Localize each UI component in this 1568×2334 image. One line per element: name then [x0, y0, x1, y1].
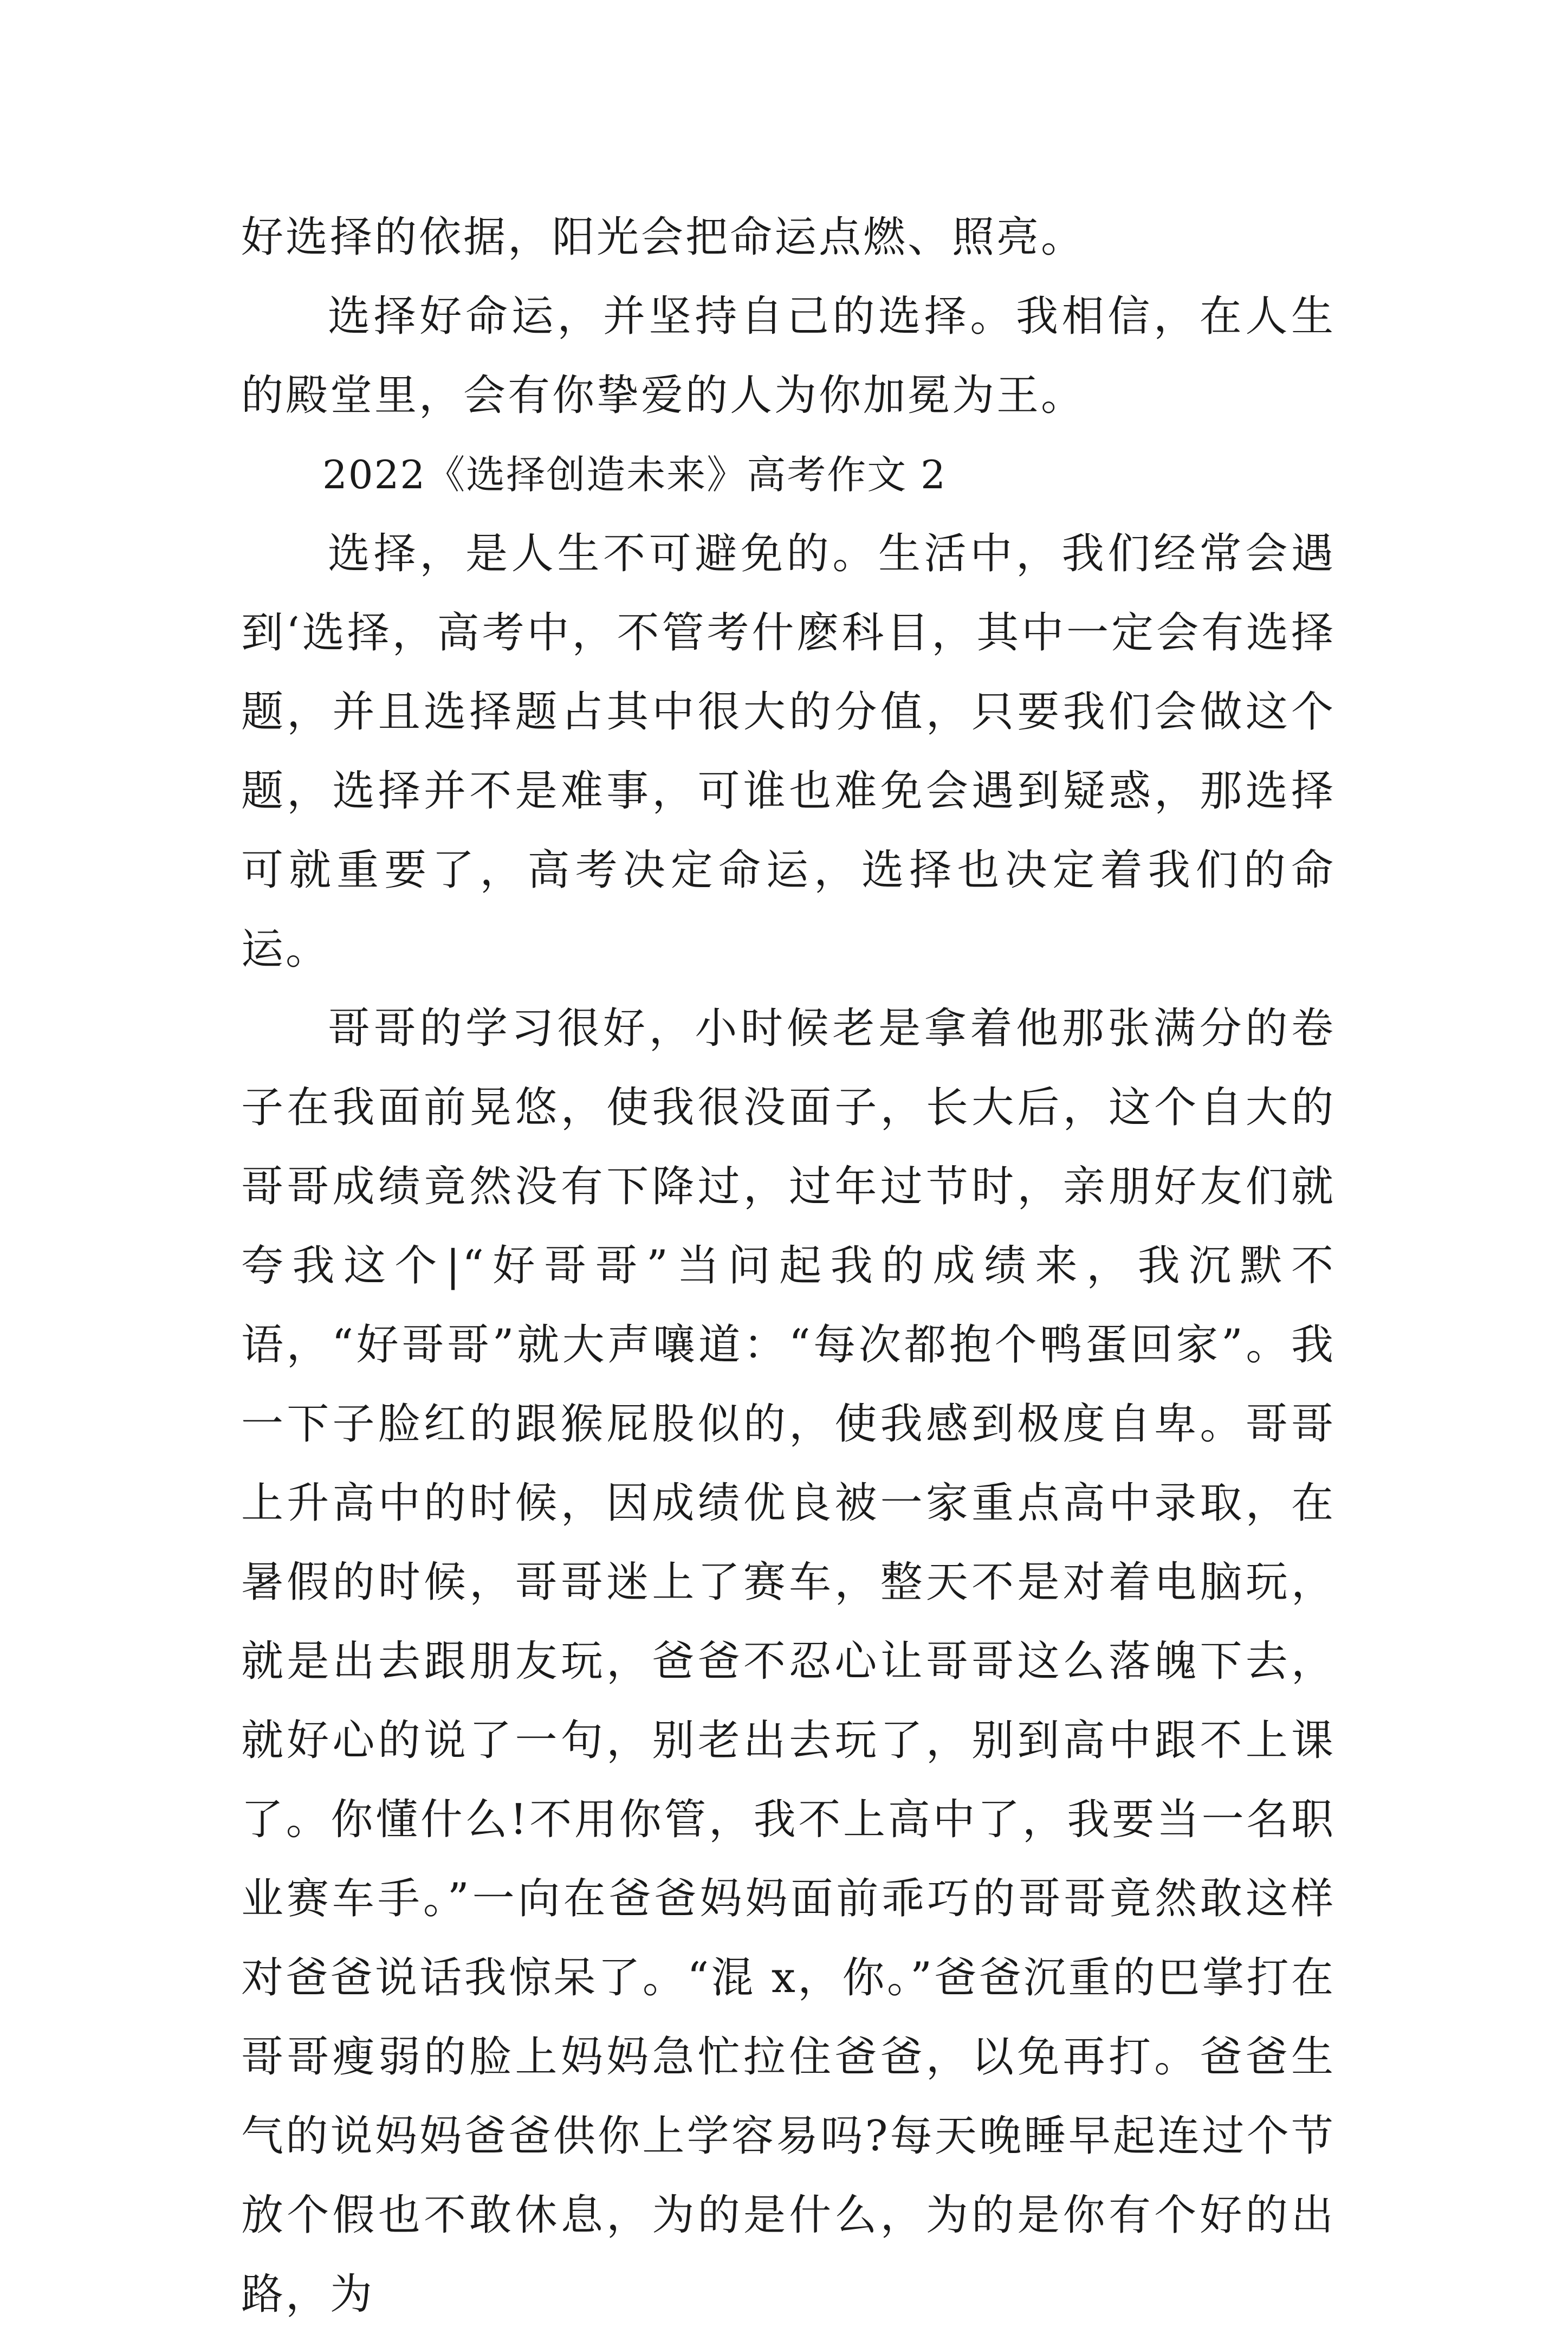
- essay-heading: 2022《选择创造未来》高考作文 2: [322, 452, 947, 497]
- paragraph-4: 哥哥的学习很好，小时候老是拿着他那张满分的卷子在我面前晃悠，使我很没面子，长大后，这个自大的哥哥成绩竟然没有下降过，过年过节时，亲朋好友们就夸我这个|“好哥哥”当问起我的成绩来，我沉默不语，“好哥哥”就大声嚷道：“每次都抱个鸭蛋回家”。我一下子脸红的跟猴屁股似的，使我感到极度自卑。哥哥上升高中的时候，因成绩优良被一家重点高中录取，在暑假的时候，哥哥迷上了赛车，整天不是对着电脑玩，就是出去跟朋友玩，爸爸不忍心让哥哥这么落魄下去，就好心的说了一句，别老出去玩了，别到高中跟不上课了。你懂什么!不用你管，我不上高中了，我要当一名职业赛车手。”一向在爸爸妈妈面前乖巧的哥哥竟然敢这样对爸爸说话我惊呆了。“混 x，你。”爸爸沉重的巴掌打在哥哥瘦弱的脸上妈妈急忙拉住爸爸，以免再打。爸爸生气的说妈妈爸爸供你上学容易吗?每天晚睡早起连过个节放个假也不敢休息，为的是什么，为的是你有个好的出路，为: [241, 1004, 1336, 2319]
- paragraph-2: 选择好命运，并坚持自己的选择。我相信，在人生的殿堂里，会有你挚爱的人为你加冕为王。: [241, 292, 1336, 420]
- paragraph-1: 好选择的依据，阳光会把命运点燃、照亮。: [241, 213, 1086, 262]
- paragraph-3: 选择，是人生不可避免的。生活中，我们经常会遇到‘选择，高考中，不管考什麽科目，其中一定会有选择题，并且选择题占其中很大的分值，只要我们会做这个题，选择并不是难事，可谁也难免会遇到疑惑，那选择可就重要了，高考决定命运，选择也决定着我们的命运。: [241, 529, 1336, 974]
- document-body: [241, 198, 1336, 2334]
